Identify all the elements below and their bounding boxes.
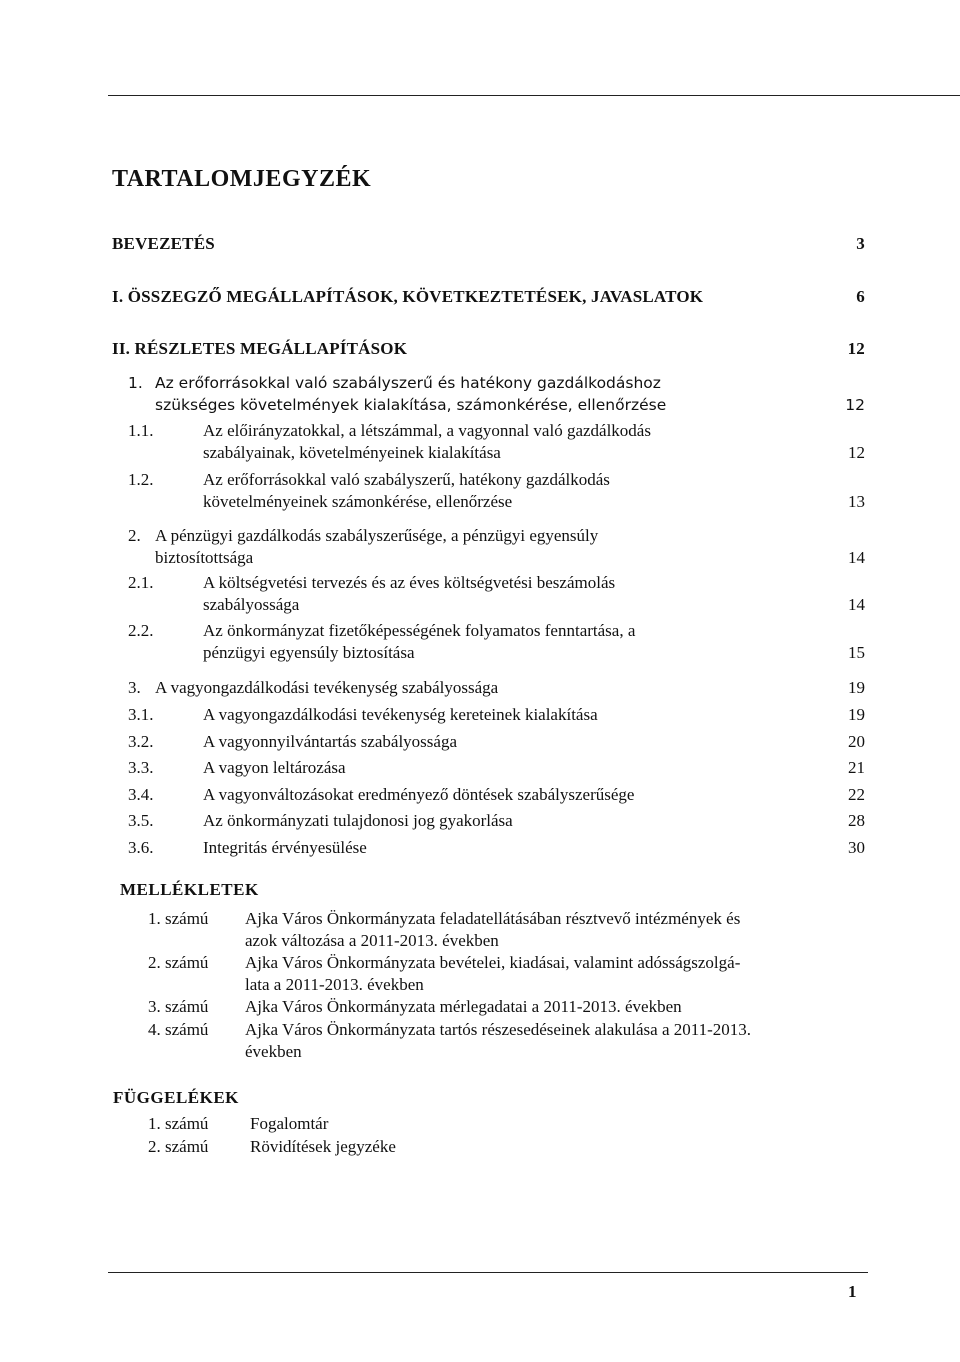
toc-entry-number: 2.1. bbox=[128, 573, 154, 592]
toc-entry-title bbox=[203, 572, 615, 616]
toc-entry-number: 3. bbox=[128, 678, 141, 697]
appendix-label: 4. számú bbox=[148, 1020, 209, 1039]
toc-entry-title-line: I. ÖSSZEGZŐ MEGÁLLAPÍTÁSOK, KÖVETKEZTETÉSEK, JAVASLATOK bbox=[112, 287, 704, 306]
top-rule bbox=[108, 95, 960, 96]
appendix-text bbox=[245, 908, 885, 952]
toc-entry-page: 22 bbox=[848, 785, 865, 804]
toc-entry-number: 2. bbox=[128, 526, 141, 545]
toc-entry-title bbox=[203, 757, 346, 779]
supplement-label: 2. számú bbox=[148, 1137, 209, 1156]
page-number: 1 bbox=[848, 1282, 857, 1301]
toc-entry-title bbox=[112, 286, 703, 308]
toc-entry-title-line: Az előirányzatokkal, a létszámmal, a vagyonnal való gazdálkodás bbox=[203, 421, 651, 440]
toc-entry-page: 3 bbox=[856, 234, 865, 253]
toc-entry-number: 1.1. bbox=[128, 421, 154, 440]
toc-entry-title bbox=[203, 837, 367, 859]
toc-entry-page: 30 bbox=[848, 838, 865, 857]
toc-entry-number: 3.1. bbox=[128, 705, 154, 724]
appendix-text bbox=[245, 1019, 885, 1063]
toc-entry-page: 12 bbox=[845, 396, 865, 414]
toc-entry-title bbox=[155, 372, 666, 416]
toc-entry-title-line: A vagyongazdálkodási tevékenység szabályossága bbox=[155, 678, 499, 697]
toc-entry-title-line: A vagyonnyilvántartás szabályossága bbox=[203, 732, 457, 751]
page-title: TARTALOMJEGYZÉK bbox=[112, 166, 372, 192]
toc-entry-number: 3.2. bbox=[128, 732, 154, 751]
toc-entry-title bbox=[203, 810, 513, 832]
toc-entry-title bbox=[155, 525, 598, 569]
toc-entry-title bbox=[112, 233, 215, 255]
toc-entry-title bbox=[203, 731, 457, 753]
toc-entry-title bbox=[203, 469, 610, 513]
toc-entry-title-line: követelményeinek számonkérése, ellenőrzése bbox=[203, 492, 513, 511]
toc-entry-number: 1. bbox=[128, 374, 143, 392]
toc-entry-title-line: szabályainak, követelményeinek kialakítása bbox=[203, 443, 501, 462]
toc-entry-title-line: biztosítottsága bbox=[155, 548, 254, 567]
toc-entry-page: 12 bbox=[847, 339, 865, 358]
appendix-text-line: azok változása a 2011-2013. években bbox=[245, 931, 499, 950]
toc-entry-number: 3.4. bbox=[128, 785, 154, 804]
toc-entry-page: 13 bbox=[848, 492, 865, 511]
toc-entry-title bbox=[203, 704, 598, 726]
supplement-text: Fogalomtár bbox=[250, 1114, 329, 1133]
toc-entry-title-line: Integritás érvényesülése bbox=[203, 838, 367, 857]
appendix-text-line: Ajka Város Önkormányzata tartós részesedéseinek alakulása a 2011-2013. bbox=[245, 1020, 752, 1039]
toc-entry-page: 20 bbox=[848, 732, 865, 751]
toc-entry-title-line: Az önkormányzat fizetőképességének folyamatos fenntartása, a bbox=[203, 621, 636, 640]
toc-entry-title-line: A pénzügyi gazdálkodás szabályszerűsége, a pénzügyi egyensúly bbox=[155, 526, 599, 545]
toc-entry-number: 2.2. bbox=[128, 621, 154, 640]
toc-entry-page: 19 bbox=[848, 678, 865, 697]
appendix-text-line: években bbox=[245, 1042, 302, 1061]
toc-entry-page: 14 bbox=[848, 595, 865, 614]
toc-entry-number: 3.6. bbox=[128, 838, 154, 857]
toc-entry-title bbox=[203, 784, 634, 806]
toc-entry-title-line: A vagyon leltározása bbox=[203, 758, 346, 777]
toc-entry-title-line: BEVEZETÉS bbox=[112, 234, 215, 253]
toc-entry-title-line: A vagyonváltozásokat eredményező döntések szabályszerűsége bbox=[203, 785, 635, 804]
appendix-label: 3. számú bbox=[148, 997, 209, 1016]
toc-entry-page: 12 bbox=[848, 443, 865, 462]
toc-entry-page: 28 bbox=[848, 811, 865, 830]
appendix-text-line: Ajka Város Önkormányzata mérlegadatai a 2011-2013. években bbox=[245, 997, 682, 1016]
toc-entry-title bbox=[112, 338, 407, 360]
toc-entry-page: 6 bbox=[856, 287, 865, 306]
toc-entry-page: 19 bbox=[848, 705, 865, 724]
toc-entry-title-line: A vagyongazdálkodási tevékenység kereteinek kialakítása bbox=[203, 705, 598, 724]
appendix-text bbox=[245, 996, 885, 1018]
toc-entry-title-line: Az önkormányzati tulajdonosi jog gyakorlása bbox=[203, 811, 513, 830]
toc-entry-title-line: szabályossága bbox=[203, 595, 300, 614]
toc-entry-title-line: pénzügyi egyensúly biztosítása bbox=[203, 643, 415, 662]
appendices-heading: MELLÉKLETEK bbox=[120, 880, 259, 899]
toc-entry-title bbox=[203, 420, 651, 464]
toc-entry-number: 1.2. bbox=[128, 470, 154, 489]
toc-entry-page: 15 bbox=[848, 643, 865, 662]
supplements-heading: FÜGGELÉKEK bbox=[113, 1088, 239, 1107]
supplement-text: Rövidítések jegyzéke bbox=[250, 1137, 396, 1156]
appendix-label: 2. számú bbox=[148, 953, 209, 972]
toc-entry-title-line: II. RÉSZLETES MEGÁLLAPÍTÁSOK bbox=[112, 339, 408, 358]
appendix-text bbox=[245, 952, 885, 996]
toc-entry-title bbox=[203, 620, 635, 664]
appendix-text-line: Ajka Város Önkormányzata feladatellátásában résztvevő intézmények és bbox=[245, 909, 741, 928]
toc-entry-title-line: szükséges követelmények kialakítása, számonkérése, ellenőrzése bbox=[155, 396, 667, 414]
toc-entry-page: 14 bbox=[848, 548, 865, 567]
toc-entry-title bbox=[155, 677, 498, 699]
toc-entry-title-line: Az erőforrásokkal való szabályszerű és hatékony gazdálkodáshoz bbox=[155, 374, 661, 392]
toc-entry-number: 3.3. bbox=[128, 758, 154, 777]
toc-entry-page: 21 bbox=[848, 758, 865, 777]
appendix-text-line: Ajka Város Önkormányzata bevételei, kiadásai, valamint adósságszolgá- bbox=[245, 953, 741, 972]
toc-entry-title-line: Az erőforrásokkal való szabályszerű, hatékony gazdálkodás bbox=[203, 470, 610, 489]
appendix-label: 1. számú bbox=[148, 909, 209, 928]
supplement-label: 1. számú bbox=[148, 1114, 209, 1133]
bottom-rule bbox=[108, 1272, 868, 1273]
toc-entry-number: 3.5. bbox=[128, 811, 154, 830]
toc-entry-title-line: A költségvetési tervezés és az éves költségvetési beszámolás bbox=[203, 573, 616, 592]
appendix-text-line: lata a 2011-2013. években bbox=[245, 975, 424, 994]
